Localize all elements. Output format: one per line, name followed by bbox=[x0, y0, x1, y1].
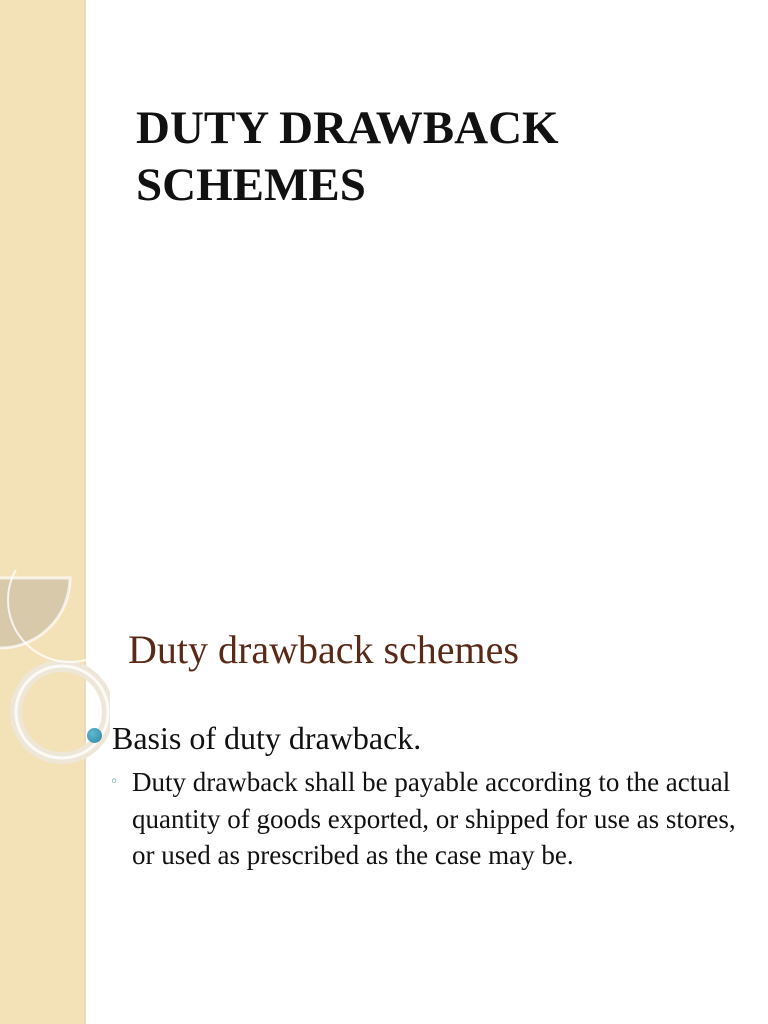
sub-bullet-circle-icon: ◦ bbox=[110, 774, 119, 790]
section-heading: Duty drawback schemes bbox=[128, 627, 519, 672]
slide-title bbox=[136, 100, 736, 214]
sub-bullet-text: Duty drawback shall be payable according to the actual quantity of goods exported, or shipped for use as stores, or used as prescribed as the case may be. bbox=[132, 767, 736, 870]
slide-title-line-1: DUTY DRAWBACK bbox=[136, 102, 559, 154]
slide-title-line-2: SCHEMES bbox=[136, 159, 366, 211]
sub-bullet-item bbox=[110, 764, 740, 874]
bullet-text: Basis of duty drawback. bbox=[112, 720, 422, 756]
bullet-dot-icon bbox=[87, 728, 102, 743]
side-band bbox=[0, 0, 84, 1024]
side-divider bbox=[84, 0, 86, 1024]
bullet-item bbox=[87, 716, 421, 760]
